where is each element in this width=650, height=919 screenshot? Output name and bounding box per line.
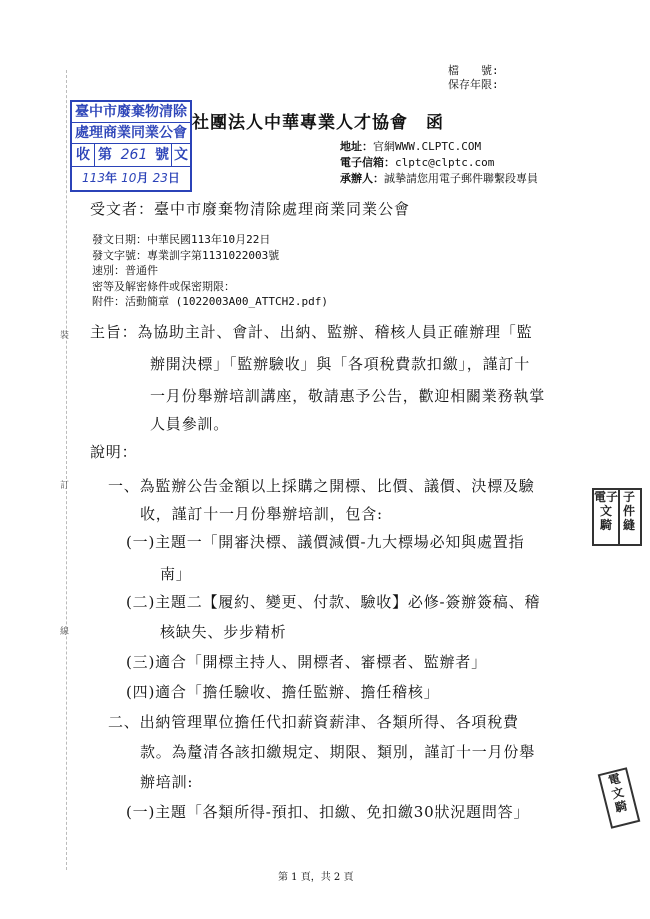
- email-value: clptc@clptc.com: [395, 156, 495, 169]
- item1-sub1-line-1: (一)主題一「開審決標、議價減價-九大標場必知與處置指: [126, 533, 525, 551]
- meta-date: 發文日期：中華民國113年10月22日: [92, 233, 271, 246]
- stamp-hao: 號: [155, 147, 169, 163]
- receipt-stamp: [70, 100, 192, 192]
- item1-sub4: (四)適合「擔任驗收、擔任監辦、擔任稽核」: [126, 683, 440, 701]
- handler-value: 誠摯請您用電子郵件聯繫段專員: [384, 172, 538, 185]
- stamp-date: [72, 167, 190, 189]
- handler-line: [340, 170, 538, 186]
- address-line: [340, 138, 481, 154]
- margin-mark-bottom: 線: [60, 627, 70, 637]
- explanation-label: 說明：: [90, 443, 138, 461]
- file-number-label: 檔 號:: [448, 64, 499, 77]
- margin-mark-middle: 訂: [60, 481, 70, 491]
- handler-label: 承辦人：: [340, 172, 384, 185]
- subject-line-3: 一月份舉辦培訓講座，敬請惠予公告，歡迎相關業務執掌: [150, 387, 546, 405]
- item2-sub1: (一)主題「各類所得-預扣、扣繳、免扣繳30狀況題問答」: [126, 803, 530, 821]
- stamp-number-row: [72, 144, 190, 167]
- side-seal-bottom: 電 文 騎: [598, 767, 641, 829]
- page-number: 第 1 頁，共 2 頁: [278, 872, 354, 883]
- email-line: [340, 154, 494, 170]
- stamp-month: 10: [121, 171, 137, 185]
- side-seal-top: 電子 文 騎: [592, 488, 620, 546]
- item2-line-1: 二、出納管理單位擔任代扣薪資薪津、各類所得、各項稅費: [108, 713, 519, 731]
- item1-sub2-line-1: (二)主題二【履約、變更、付款、驗收】必修-簽辦簽稿、稽: [126, 593, 541, 611]
- stamp-yue: 月: [136, 171, 149, 185]
- item2-line-3: 辦培訓:: [140, 773, 194, 791]
- stamp-line-1: 臺中市廢棄物清除: [72, 102, 190, 123]
- item1-sub2-line-2: 核缺失、步步精析: [160, 623, 287, 641]
- address-label: 地址：: [340, 140, 373, 153]
- item1-sub3: (三)適合「開標主持人、開標者、審標者、監辦者」: [126, 653, 487, 671]
- meta-attachment: 附件：活動簡章 (1022003A00_ATTCH2.pdf): [92, 295, 328, 308]
- stamp-ri: 日: [167, 171, 180, 185]
- stamp-recv: 收: [72, 144, 95, 166]
- recipient: 受文者：臺中市廢棄物清除處理商業同業公會: [90, 200, 411, 218]
- subject-line-4: 人員參訓。: [150, 415, 230, 433]
- stamp-year: 113: [82, 171, 105, 185]
- meta-secrecy: 密等及解密條件或保密期限：: [92, 279, 235, 293]
- stamp-line-2: 處理商業同業公會: [72, 123, 190, 144]
- document-title: 社團法人中華專業人才協會 函: [192, 113, 444, 133]
- subject-line-2: 辦開決標」「監辦驗收」與「各項稅費款扣繳」，謹訂十: [150, 355, 531, 373]
- meta-block: [92, 232, 328, 310]
- address-value: 官網WWW.CLPTC.COM: [373, 140, 482, 153]
- stamp-wen: 文: [171, 144, 190, 166]
- meta-ref: 發文字號：專業訓字第1131022003號: [92, 248, 280, 262]
- meta-speed: 速別：普通件: [92, 264, 158, 277]
- item1-line-1: 一、為監辦公告金額以上採購之開標、比價、議價、決標及驗: [108, 477, 535, 495]
- subject-line-1: 主旨：為協助主計、會計、出納、監辦、稽核人員正確辦理「監: [90, 323, 533, 341]
- stamp-nian: 年: [104, 171, 117, 185]
- item1-sub1-line-2: 南」: [160, 565, 192, 583]
- stamp-di: 第: [98, 147, 112, 163]
- item2-line-2: 款。為釐清各該扣繳規定、期限、類別，謹訂十一月份舉: [140, 743, 536, 761]
- stamp-number: 261: [120, 147, 148, 163]
- margin-mark-top: 裝: [60, 331, 70, 341]
- retention-label: 保存年限:: [448, 78, 499, 91]
- email-label: 電子信箱：: [340, 156, 395, 169]
- stamp-day: 23: [152, 171, 168, 185]
- item1-line-2: 收，謹訂十一月份舉辦培訓，包含:: [140, 505, 383, 523]
- binding-line: [66, 70, 67, 870]
- side-seal-top-right: 子 件 縫: [618, 488, 642, 546]
